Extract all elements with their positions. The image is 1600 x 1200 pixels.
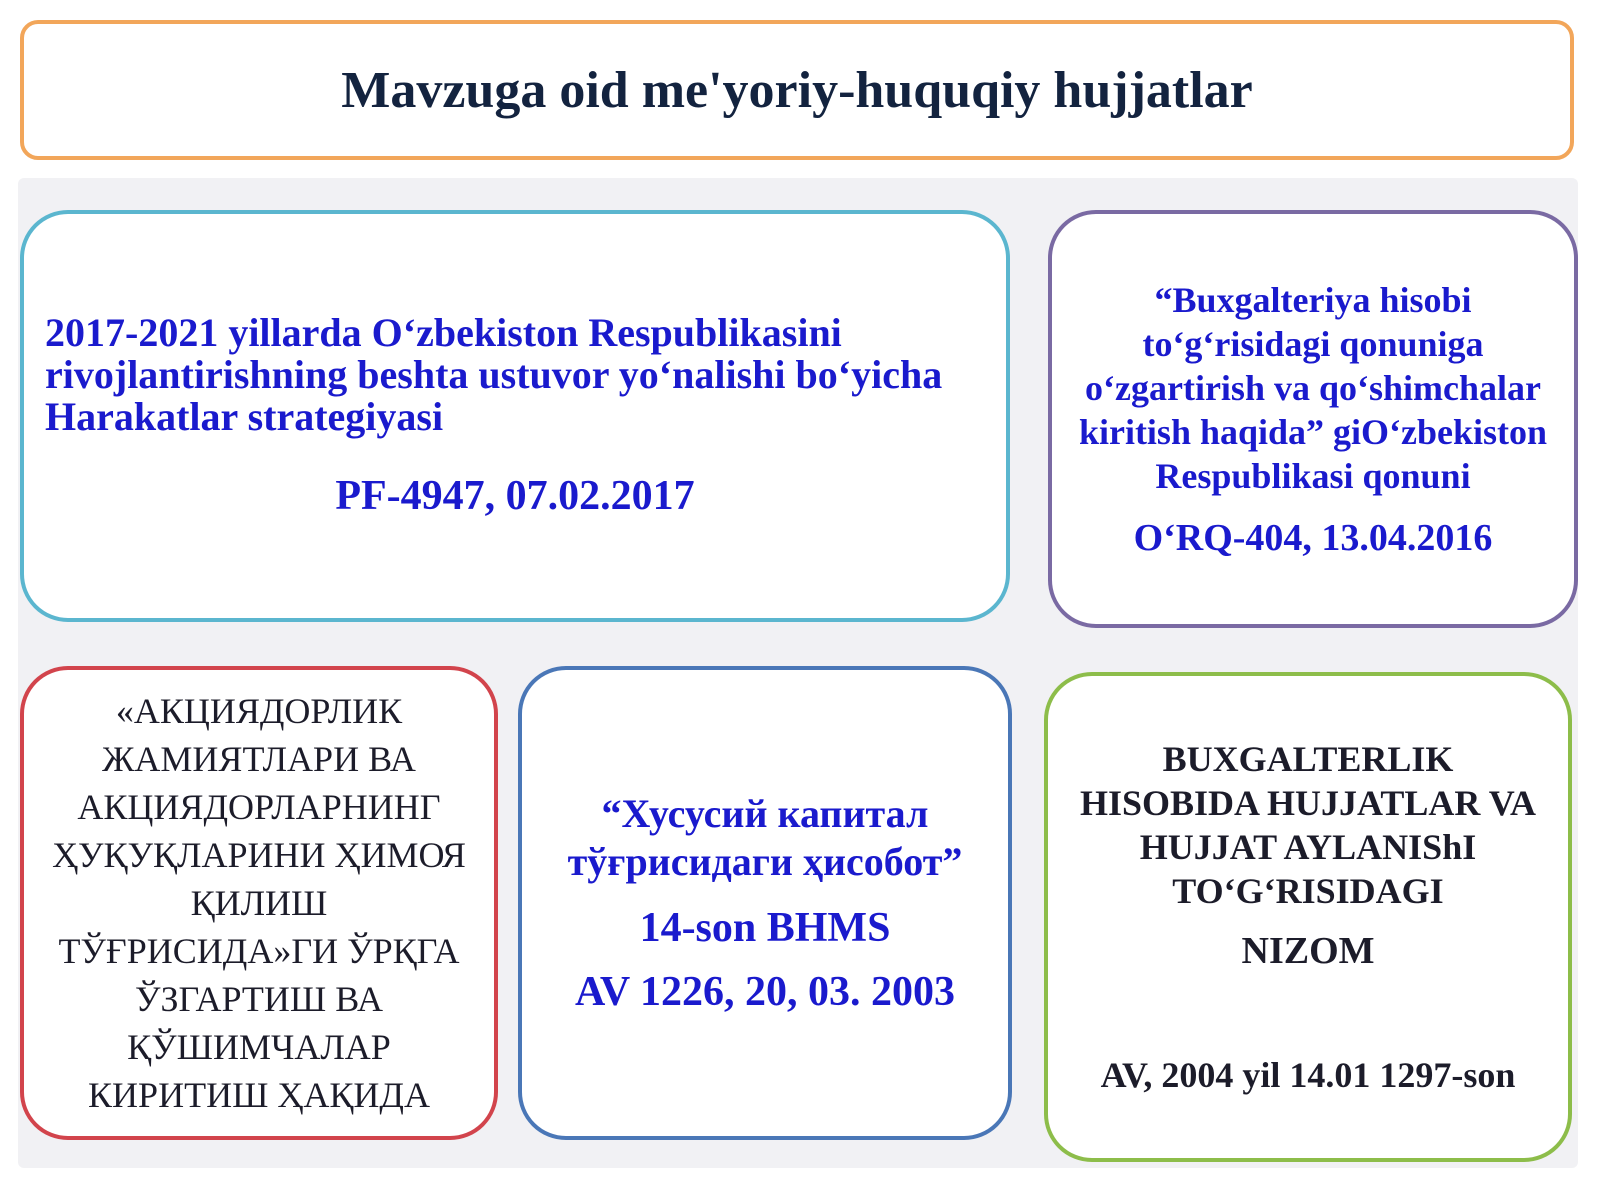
regulation-title: BUXGALTERLIK HISOBIDA HUJJATLAR VA HUJJAT AYLANIShI TO‘G‘RISIDAGI bbox=[1079, 739, 1537, 911]
report-code: AV 1226, 20, 03. 2003 bbox=[575, 969, 955, 1015]
regulation-card bbox=[1044, 672, 1572, 1162]
strategy-title: 2017-2021 yillarda O‘zbekiston Respublikasini rivojlantirishning beshta ustuvor yo‘nalishi bo‘yicha Harakatlar strategiyasi bbox=[45, 310, 943, 439]
strategy-code: PF-4947, 07.02.2017 bbox=[335, 473, 695, 519]
title-box bbox=[20, 20, 1574, 160]
joint-stock-title: «АКЦИЯДОРЛИК ЖАМИЯТЛАРИ ВА АКЦИЯДОРЛАРНИНГ ҲУҚУҚЛАРИНИ ҲИМОЯ ҚИЛИШ ТЎҒРИСИДА»ГИ ЎРҚГА ЎЗГАРТИШ ВА ҚЎШИМЧАЛАР КИРИТИШ ҲАҚИДА bbox=[52, 691, 466, 1115]
page-title: Mavzuga oid me'yoriy-huquqiy hujjatlar bbox=[341, 61, 1253, 119]
joint-stock-card bbox=[20, 666, 498, 1140]
report-title: “Хусусий капитал тўғрисидаги ҳисобот” bbox=[567, 791, 963, 884]
regulation-subtitle: NIZOM bbox=[1241, 930, 1375, 972]
regulation-code: AV, 2004 yil 14.01 1297-son bbox=[1100, 1055, 1516, 1095]
law-code: O‘RQ-404, 13.04.2016 bbox=[1133, 517, 1493, 559]
report-card bbox=[518, 666, 1012, 1140]
law-title: “Buxgalteriya hisobi to‘g‘risidagi qonuniga o‘zgartirish va qo‘shimchalar kiritish haqida” giO‘zbekiston Respublikasi qonuni bbox=[1078, 280, 1548, 496]
strategy-card bbox=[20, 210, 1010, 622]
law-card bbox=[1048, 210, 1578, 628]
report-standard: 14-son BHMS bbox=[639, 905, 891, 951]
